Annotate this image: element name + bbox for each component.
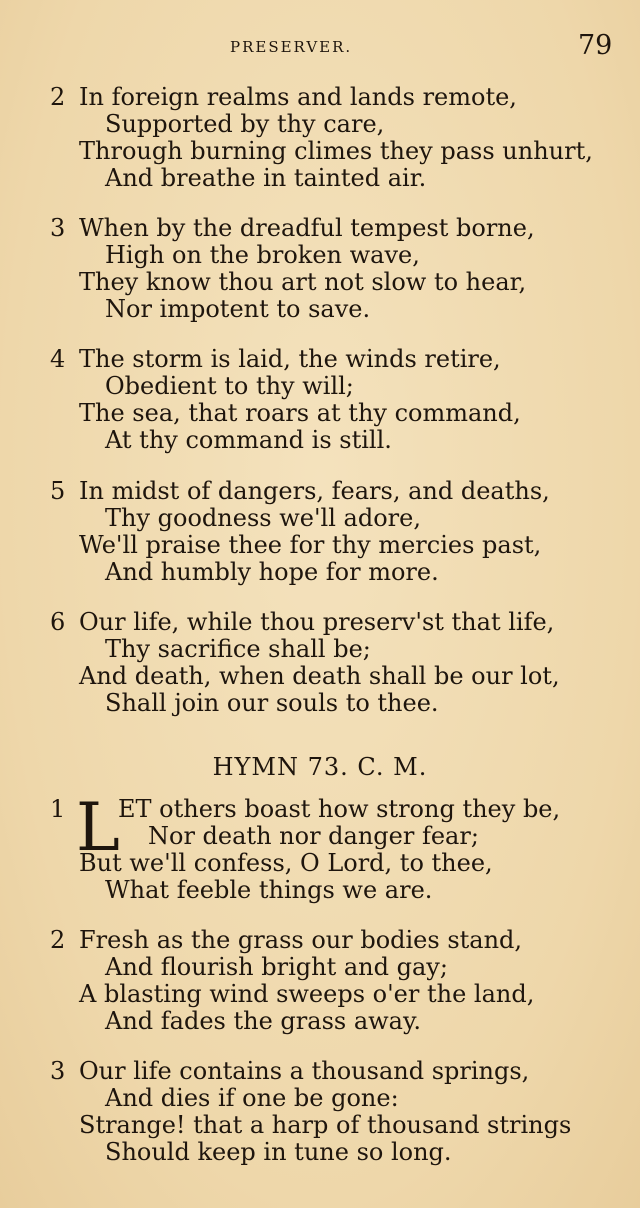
page-number: 79: [578, 30, 613, 61]
verse-line: Our life contains a thousand springs,: [79, 1057, 530, 1085]
hymn-title: HYMN 73. C. M.: [212, 753, 428, 781]
stanza-number: 4: [50, 345, 66, 373]
stanza-5: [0, 478, 640, 586]
verse-line: And humbly hope for more.: [105, 558, 439, 586]
stanza-number: 3: [50, 214, 66, 242]
stanza-number: 3: [50, 1057, 66, 1085]
verse-line: Thy goodness we'll adore,: [105, 504, 421, 532]
hymn-stanza-2: [0, 927, 640, 1035]
verse-line: High on the broken wave,: [105, 241, 420, 269]
stanza-number: 6: [50, 608, 66, 636]
verse-line: And breathe in tainted air.: [105, 164, 427, 192]
verse-line: Through burning climes they pass unhurt,: [79, 137, 593, 165]
page-header: [0, 30, 640, 66]
verse-line: Obedient to thy will;: [105, 372, 354, 400]
verse-line: Nor death nor danger fear;: [148, 822, 479, 850]
stanza-6: [0, 609, 640, 717]
verse-line: We'll praise thee for thy mercies past,: [79, 531, 542, 559]
drop-cap: L: [76, 789, 120, 866]
stanza-2: [0, 84, 640, 192]
verse-line: Fresh as the grass our bodies stand,: [79, 926, 523, 954]
stanza-4: [0, 346, 640, 454]
verse-line: And death, when death shall be our lot,: [79, 662, 560, 690]
verse-line: The storm is laid, the winds retire,: [79, 345, 501, 373]
verse-line: Thy sacrifice shall be;: [105, 635, 371, 663]
hymn-stanza-3: [0, 1058, 640, 1166]
verse-line: And flourish bright and gay;: [105, 953, 448, 981]
running-head: PRESERVER.: [230, 38, 353, 56]
verse-line: They know thou art not slow to hear,: [79, 268, 527, 296]
verse-line: A blasting wind sweeps o'er the land,: [79, 980, 535, 1008]
verse-line: In midst of dangers, fears, and deaths,: [79, 477, 550, 505]
verse-line: At thy command is still.: [105, 426, 392, 454]
stanza-number: 2: [50, 926, 66, 954]
verse-line: Our life, while thou preserv'st that life,: [79, 608, 555, 636]
stanza-number: 2: [50, 83, 66, 111]
verse-line: And dies if one be gone:: [105, 1084, 399, 1112]
verse-line: In foreign realms and lands remote,: [79, 83, 517, 111]
hymn-stanza-1: [0, 789, 640, 904]
verse-line: ET others boast how strong they be,: [118, 795, 561, 823]
stanza-3: [0, 215, 640, 323]
stanza-number: 1: [50, 795, 66, 823]
verse-line: The sea, that roars at thy command,: [79, 399, 521, 427]
verse-line: Strange! that a harp of thousand strings: [79, 1111, 572, 1139]
verse-line: And fades the grass away.: [105, 1007, 421, 1035]
verse-line: But we'll confess, O Lord, to thee,: [79, 849, 493, 877]
verse-line: What feeble things we are.: [105, 876, 433, 904]
verse-line: When by the dreadful tempest borne,: [79, 214, 535, 242]
stanza-number: 5: [50, 477, 66, 505]
verse-line: Should keep in tune so long.: [105, 1138, 452, 1166]
verse-line: Nor impotent to save.: [105, 295, 371, 323]
verse-line: Shall join our souls to thee.: [105, 689, 439, 717]
verse-line: Supported by thy care,: [105, 110, 385, 138]
